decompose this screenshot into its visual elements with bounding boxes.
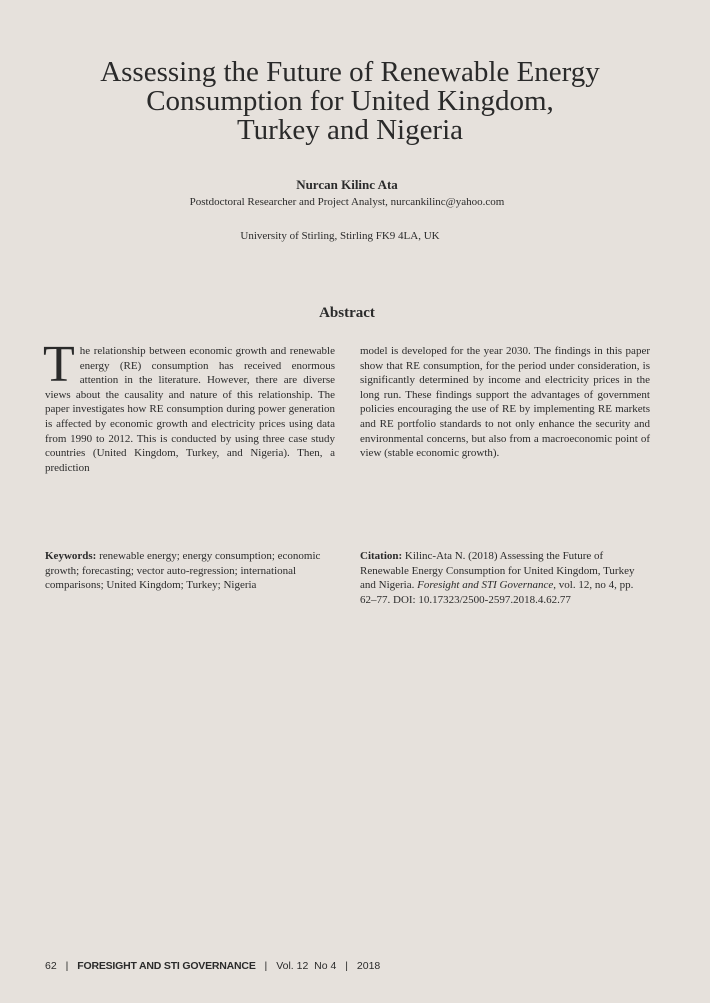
abstract-right-column	[360, 344, 650, 461]
paper-title	[60, 58, 640, 145]
abstract-heading: Abstract	[319, 305, 375, 321]
footer-separator: |	[65, 960, 69, 972]
citation-details: , vol. 12, no 4, pp. 62–77. DOI: 10.17323/2500-2597.2018.4.62.77	[360, 579, 634, 606]
page-number: 62	[45, 960, 57, 972]
author-name: Nurcan Kilinc Ata	[296, 177, 398, 192]
title-line-1: Assessing the Future of Renewable Energy	[100, 56, 600, 88]
keywords-label: Keywords:	[45, 550, 97, 562]
title-line-3: Turkey and Nigeria	[236, 114, 464, 146]
footer-year: 2018	[356, 960, 381, 972]
keywords-block	[45, 549, 345, 593]
keywords-text: renewable energy; energy consumption; economic growth; forecasting; vector auto-regression; international comparisons; United Kingdom; Turkey; Nigeria	[45, 550, 321, 591]
author-university: University of Stirling, Stirling FK9 4LA, UK	[240, 230, 440, 242]
dropcap: T	[43, 336, 75, 393]
page-footer	[45, 960, 380, 972]
citation-block	[360, 549, 640, 607]
footer-separator: |	[264, 960, 268, 972]
footer-separator: |	[345, 960, 348, 972]
footer-journal: FORESIGHT AND STI GOVERNANCE	[77, 960, 256, 972]
citation-journal: Foresight and STI Governance	[417, 579, 554, 591]
footer-volume: Vol. 12 No 4	[276, 960, 337, 972]
abstract-left-column	[43, 336, 335, 475]
author-affiliation: Postdoctoral Researcher and Project Analyst, nurcankilinc@yahoo.com	[189, 196, 505, 208]
citation-text: Kilinc-Ata N. (2018) Assessing the Future of Renewable Energy Consumption for United Kingdom, Turkey and Nigeria.	[360, 550, 635, 591]
citation-label: Citation:	[360, 550, 403, 562]
abstract-left-text: he relationship between economic growth and renewable energy (RE) consumption has received enormous attention in the literature. However, there are diverse views about the causality and nature of this relationship. The paper investigates how RE consumption during power generation is affected by economic growth and electricity prices using data from 1990 to 2012. This is conducted by using three case study countries (United Kingdom, Turkey, and Nigeria). Then, a prediction	[45, 345, 335, 474]
abstract-right-text: model is developed for the year 2030. The findings in this paper show that RE consumption, for the period under consideration, is significantly determined by income and electricity prices in the long run. These findings support the advantages of government policies encouraging the use of RE by implementing RE markets and RE portfolio standards to not only enhance the security and environmental concerns, but also from a macroeconomic point of view (stable economic growth).	[360, 345, 650, 460]
title-line-2: Consumption for United Kingdom,	[146, 85, 554, 117]
